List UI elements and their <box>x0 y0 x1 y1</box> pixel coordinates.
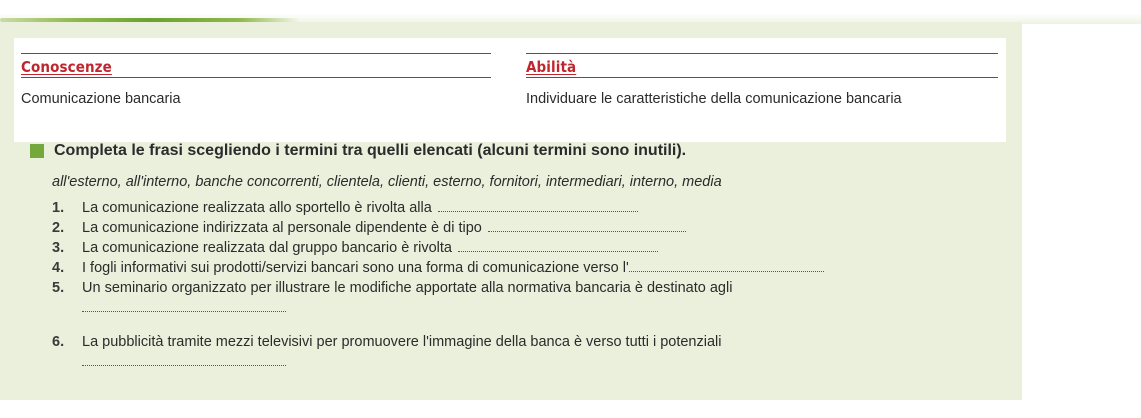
item-number: 5. <box>52 280 65 296</box>
item-text: Un seminario organizzato per illustrare le modifiche apportate alla normativa bancaria è destinato agli <box>82 280 733 296</box>
exercise-instruction: Completa le frasi scegliendo i termini tra quelli elencati (alcuni termini sono inutili). <box>54 142 687 159</box>
item-number: 1. <box>52 200 65 216</box>
exercise-item <box>52 238 982 258</box>
green-square-icon <box>30 144 44 158</box>
bottom-rule <box>526 77 998 78</box>
item-number: 6. <box>52 334 65 350</box>
answer-line <box>52 352 982 372</box>
item-number: 2. <box>52 220 65 236</box>
item-text: La pubblicità tramite mezzi televisivi per promuovere l'immagine della banca è verso tutti i potenziali <box>82 334 722 350</box>
top-rule <box>21 53 491 54</box>
answer-blank[interactable] <box>438 199 638 212</box>
word-bank: all'esterno, all'interno, banche concorrenti, clientela, clienti, esterno, fornitori, intermediari, interno, media <box>52 174 722 190</box>
item-text: La comunicazione indirizzata al personale dipendente è di tipo <box>82 220 482 236</box>
top-rule <box>526 53 998 54</box>
answer-blank[interactable] <box>629 259 824 272</box>
answer-blank[interactable] <box>82 353 286 366</box>
item-number: 4. <box>52 260 65 276</box>
answer-blank[interactable] <box>458 239 658 252</box>
item-text: I fogli informativi sui prodotti/servizi bancari sono una forma di comunicazione verso l' <box>82 260 629 276</box>
abilita-value: Individuare le caratteristiche della comunicazione bancaria <box>526 91 902 107</box>
answer-blank[interactable] <box>82 299 286 312</box>
exercise-item <box>52 278 982 298</box>
exercise-item <box>52 258 982 278</box>
conoscenze-title: Conoscenze <box>21 58 112 76</box>
conoscenze-column <box>21 53 491 107</box>
answer-blank[interactable] <box>488 219 686 232</box>
exercise-item <box>52 332 982 352</box>
item-text: La comunicazione realizzata dal gruppo bancario è rivolta <box>82 240 452 256</box>
item-number: 3. <box>52 240 65 256</box>
top-accent-bar <box>0 0 1141 24</box>
exercise-heading <box>30 142 686 160</box>
bottom-rule <box>21 77 491 78</box>
abilita-title: Abilità <box>526 58 577 76</box>
conoscenze-value: Comunicazione bancaria <box>21 91 181 107</box>
item-text: La comunicazione realizzata allo sportello è rivolta alla <box>82 200 432 216</box>
exercise-item <box>52 218 982 238</box>
exercise-item <box>52 198 982 218</box>
answer-line <box>52 298 982 318</box>
abilita-column <box>526 53 998 107</box>
exercise-items <box>52 198 982 372</box>
